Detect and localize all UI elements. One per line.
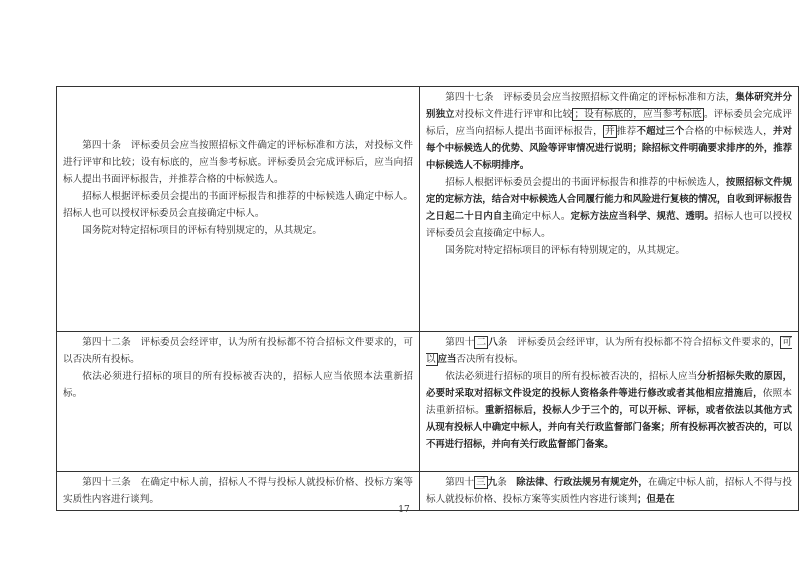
- inserted-text: 重新招标后，投标人少于三个的，可以开标、评标，或者依法以其他方式从现有投标人中确定中标人，并向有关行政监督部门备案；所有投标再次被否决的，可以不再进行招标，并向有关行政监督部门备案。: [426, 405, 792, 450]
- article-paragraph: 国务院对特定招标项目的评标有特别规定的，从其规定。: [445, 245, 686, 256]
- deleted-text-box: 二: [476, 337, 487, 348]
- inserted-text: 九: [487, 477, 498, 488]
- article-paragraph: [426, 89, 792, 174]
- article-paragraph: [426, 334, 792, 368]
- inserted-text: 集体研究并分别独立: [426, 92, 792, 120]
- revised-text-cell: [420, 332, 799, 472]
- text-run: 第四十: [445, 477, 475, 488]
- comparison-table: [56, 86, 799, 511]
- deleted-text-box: 可以: [426, 337, 792, 365]
- revised-text-cell: [420, 87, 799, 332]
- inserted-text: 应当: [437, 354, 457, 365]
- article-paragraph: 国务院对特定招标项目的评标有特别规定的，从其规定。: [82, 225, 323, 236]
- text-run: 招标人也可以授权评标委员会直接确定中标人。: [426, 211, 792, 239]
- deleted-text-box: ；设有标底的，应当参考标底: [574, 109, 702, 120]
- original-text-cell: [57, 87, 420, 332]
- article-paragraph: 招标人根据评标委员会提出的书面评标报告和推荐的中标候选人确定中标人。招标人也可以授权评标委员会直接确定中标人。: [63, 191, 413, 219]
- table-row: [57, 87, 799, 332]
- inserted-text: 八: [488, 337, 498, 348]
- article-paragraph: 第四十条 评标委员会应当按照招标文件确定的评标标准和方法，对投标文件进行评审和比较；设有标底的，应当参考标底。评标委员会完成评标后，应当向招标人提出书面评标报告，并推荐合格的中标候选人。: [63, 140, 413, 185]
- inserted-text: ；但是在: [637, 494, 675, 505]
- text-run: 在确定中标人前，招标人不得与投标人就投标价格、投标方案等实质性内容进行谈判: [426, 477, 793, 505]
- text-run: 依照本法重新招标。: [426, 388, 792, 416]
- inserted-text: 不超过三个: [636, 126, 685, 137]
- article-paragraph: [426, 474, 792, 508]
- article-paragraph: [426, 368, 792, 453]
- article-paragraph: 依法必须进行招标的项目的所有投标被否决的，招标人应当依照本法重新招标。: [63, 371, 413, 399]
- table-row: [57, 332, 799, 472]
- inserted-text: 按照招标文件规定的定标方法，结合对中标候选人合同履行能力和风险进行复核的情况，自收到评标报告之日起二十日内自主: [426, 177, 792, 222]
- text-run: 依法必须进行招标的项目的所有投标被否决的，招标人应当: [445, 371, 698, 382]
- text-run: 第四十: [445, 337, 475, 348]
- inserted-text: 分析招标失败的原因，必要时采取对招标文件设定的投标人资格条件等进行修改或者其他相应措施后，: [426, 371, 792, 399]
- text-run: 确定中标人。: [512, 211, 571, 222]
- article-paragraph: 第四十二条 评标委员会经评审，认为所有投标都不符合招标文件要求的，可以否决所有投标。: [63, 337, 413, 365]
- article-paragraph: [426, 174, 792, 242]
- text-run: 。评标委员会完成评标后，应当向招标人提出书面评标报告，: [426, 109, 793, 137]
- text-run: 条: [497, 477, 517, 488]
- inserted-text: 定标方法应当科学、规范、透明。: [570, 211, 714, 222]
- deleted-text-box: 三: [476, 477, 486, 488]
- original-text-cell: [57, 332, 420, 472]
- inserted-text: 并对每个中标候选人的优势、风险等评审情况进行说明；除招标文件明确要求排序的外，推荐中标候选人不标明排序。: [426, 126, 793, 171]
- article-paragraph: 第四十三条 在确定中标人前，招标人不得与投标人就投标价格、投标方案等实质性内容进行谈判。: [63, 477, 413, 505]
- page-number: 17: [398, 505, 410, 515]
- text-run: 否决所有投标。: [456, 354, 524, 365]
- text-run: 第四十七条 评标委员会应当按照招标文件确定的评标标准和方法，: [445, 92, 736, 103]
- deleted-text-box: 并: [604, 126, 615, 137]
- text-run: 对投标文件进行评审和比较: [454, 109, 573, 120]
- text-run: 招标人根据评标委员会提出的书面评标报告和推荐的中标候选人，: [445, 177, 726, 188]
- text-run: 条 评标委员会经评审，认为所有投标都不符合招标文件要求的，: [497, 337, 781, 348]
- text-run: 合格的中标候选人，: [684, 126, 774, 137]
- inserted-text: 除法律、行政法规另有规定外，: [516, 477, 648, 488]
- text-run: 推荐: [616, 126, 637, 137]
